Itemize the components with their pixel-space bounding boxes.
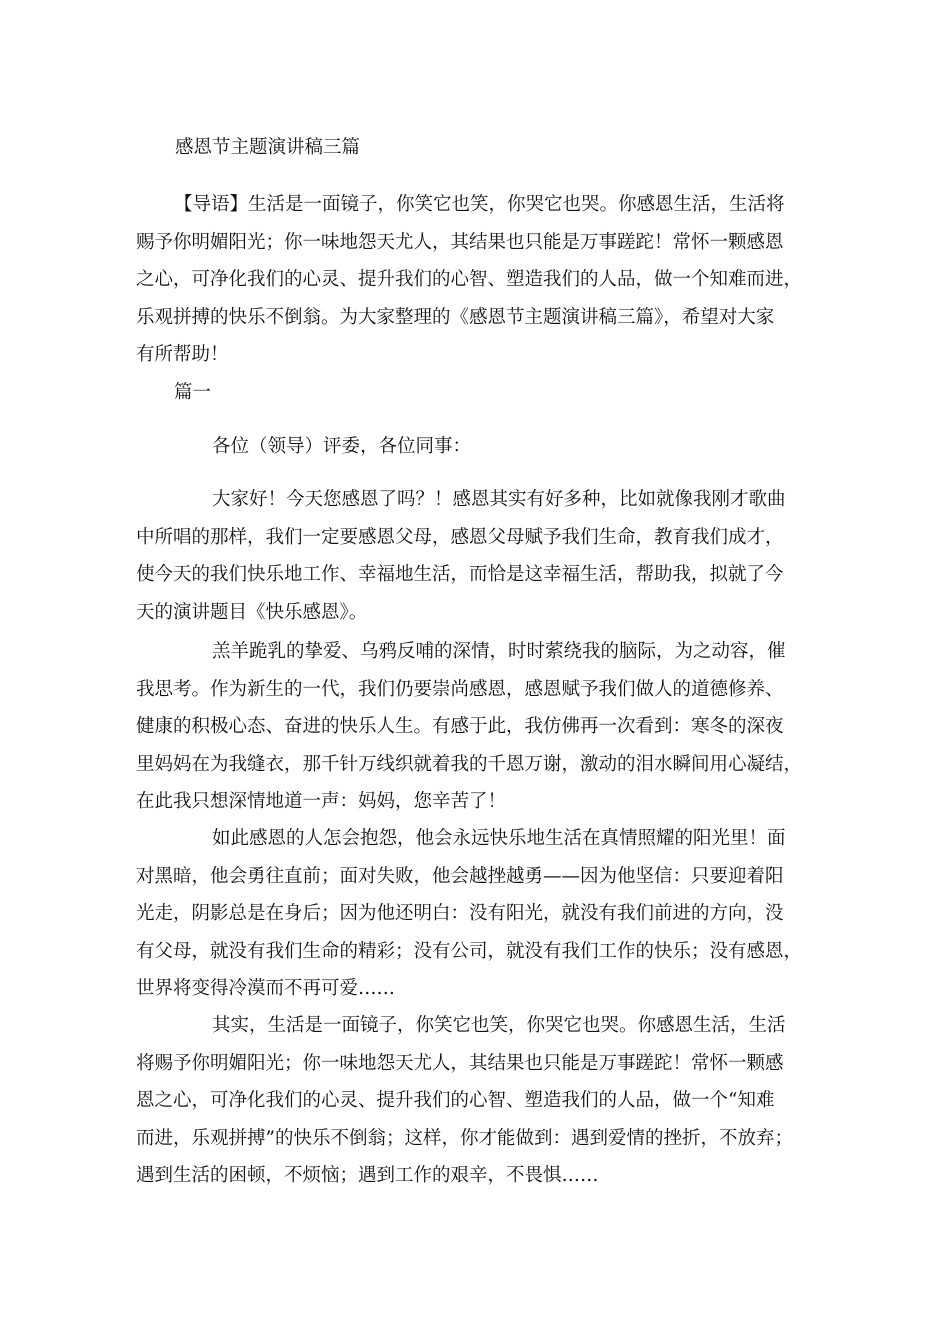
paragraph-line: 天的演讲题目《快乐感恩》。 (136, 601, 368, 623)
salutation-text: 各位（领导）评委，各位同事： (212, 436, 472, 457)
intro-line: 【导语】生活是一面镜子，你笑它也笑，你哭它也哭。你感恩生活，生活将 (174, 194, 785, 215)
paragraph-line: 中所唱的那样，我们一定要感恩父母，感恩父母赋予我们生命，教育我们成才， (136, 526, 784, 548)
intro-line: 赐予你明媚阳光；你一味地怨天尤人，其结果也只能是万事蹉跎！常怀一颗感恩 (136, 231, 784, 253)
paragraph-line: 恩之心，可净化我们的心灵、提升我们的心智、塑造我们的人品，做一个“知难 (136, 1090, 775, 1111)
paragraph-line: 健康的积极心态、奋进的快乐人生。有感于此，我仿佛再一次看到：寒冬的深夜 (136, 716, 784, 737)
body-paragraph-4 (136, 1007, 816, 1195)
paragraph-line: 羔羊跪乳的挚爱、乌鸦反哺的深情，时时萦绕我的脑际，为之动容，催 (212, 641, 786, 662)
intro-line: 乐观拼搏的快乐不倒翁。为大家整理的《感恩节主题演讲稿三篇》，希望对大家 (136, 306, 775, 328)
paragraph-line: 里妈妈在为我缝衣，那千针万线织就着我的千恩万谢，激动的泪水瞬间用心凝结， (136, 753, 803, 775)
paragraph-line: 光走，阴影总是在身后；因为他还明白：没有阳光，就没有我们前进的方向，没 (136, 903, 784, 924)
body-paragraph-1 (136, 481, 816, 631)
salutation (136, 428, 816, 466)
intro-line: 之心，可净化我们的心灵、提升我们的心智、塑造我们的人品，做一个知难而进， (136, 269, 803, 290)
paragraph-line: 世界将变得冷漠而不再可爱…… (136, 978, 396, 999)
intro-line: 有所帮助！ (136, 344, 229, 365)
paragraph-line: 其实，生活是一面镜子，你笑它也笑，你哭它也哭。你感恩生活，生活 (212, 1015, 786, 1036)
intro-paragraph (136, 186, 816, 374)
paragraph-line: 在此我只想深情地道一声：妈妈，您辛苦了！ (136, 791, 507, 812)
body-paragraph-2 (136, 633, 816, 821)
section-heading-text: 篇一 (174, 382, 212, 403)
paragraph-line: 我思考。作为新生的一代，我们仍要崇尚感恩，感恩赋予我们做人的道德修养、 (136, 678, 784, 700)
paragraph-line: 对黑暗，他会勇往直前；面对失败，他会越挫越勇——因为他坚信：只要迎着阳 (136, 865, 784, 887)
paragraph-line: 如此感恩的人怎会抱怨，他会永远快乐地生活在真情照耀的阳光里！面 (212, 828, 786, 849)
section-heading (136, 374, 816, 412)
paragraph-line: 有父母，就没有我们生命的精彩；没有公司，就没有我们工作的快乐；没有感恩， (136, 940, 803, 962)
document-title: 感恩节主题演讲稿三篇 (175, 137, 361, 158)
paragraph-line: 将赐予你明媚阳光；你一味地怨天尤人，其结果也只能是万事蹉跎！常怀一颗感 (136, 1052, 784, 1074)
paragraph-line: 使今天的我们快乐地工作、幸福地生活，而恰是这幸福生活，帮助我，拟就了今 (136, 564, 784, 585)
paragraph-line: 而进，乐观拼搏”的快乐不倒翁；这样，你才能做到：遇到爱情的挫折，不放弃； (136, 1127, 793, 1149)
body-paragraph-3 (136, 820, 816, 1008)
paragraph-line: 遇到生活的困顿，不烦恼；遇到工作的艰辛，不畏惧…… (136, 1165, 599, 1186)
paragraph-line: 大家好！今天您感恩了吗？！感恩其实有好多种，比如就像我刚才歌曲 (212, 489, 786, 510)
